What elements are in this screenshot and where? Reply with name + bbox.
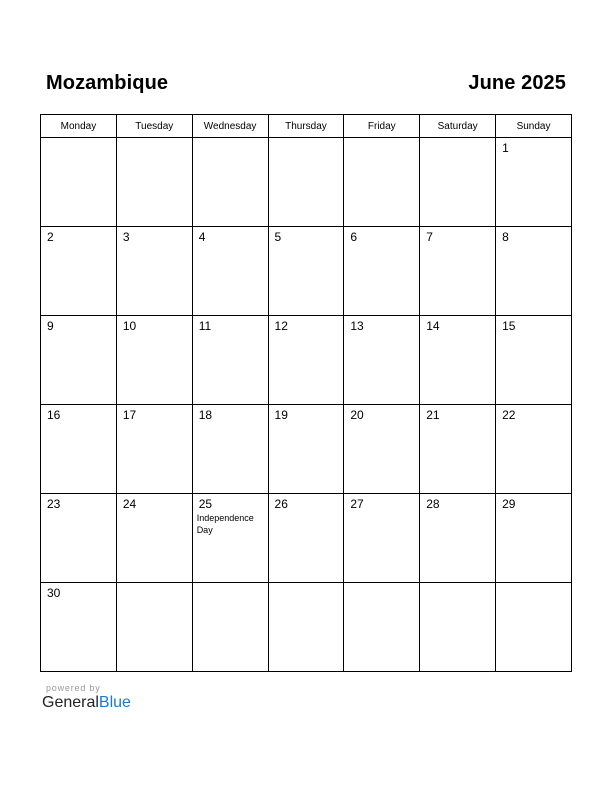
day-cell (496, 405, 572, 494)
day-cell (268, 316, 344, 405)
day-cell (41, 138, 117, 227)
day-cell (420, 405, 496, 494)
day-cell (41, 316, 117, 405)
day-number: 13 (350, 319, 364, 333)
day-number: 1 (502, 141, 509, 155)
day-number: 28 (426, 497, 440, 511)
calendar-grid (40, 114, 572, 672)
week-row (41, 227, 572, 316)
day-number (193, 138, 268, 141)
day-number (41, 138, 116, 141)
day-cell (268, 583, 344, 672)
day-cell (420, 138, 496, 227)
day-cell (116, 583, 192, 672)
weekday-header: Wednesday (192, 115, 268, 138)
day-number (420, 583, 495, 586)
weekday-header: Tuesday (116, 115, 192, 138)
day-number: 7 (426, 230, 433, 244)
day-number: 9 (47, 319, 54, 333)
day-number: 30 (47, 586, 61, 600)
week-row (41, 316, 572, 405)
week-row (41, 583, 572, 672)
day-number: 23 (47, 497, 61, 511)
day-cell (41, 405, 117, 494)
day-cell (116, 138, 192, 227)
day-cell (496, 316, 572, 405)
day-cell (496, 227, 572, 316)
day-number: 10 (122, 319, 137, 333)
day-cell (420, 316, 496, 405)
day-cell (496, 138, 572, 227)
day-cell (344, 138, 420, 227)
weekday-header: Sunday (496, 115, 572, 138)
day-number (344, 138, 419, 141)
month-year-title: June 2025 (468, 72, 566, 94)
day-cell (268, 405, 344, 494)
day-number (117, 138, 192, 141)
country-title: Mozambique (46, 72, 169, 94)
day-number (496, 583, 571, 586)
generalblue-logo[interactable] (42, 694, 131, 712)
day-cell (496, 494, 572, 583)
day-number: 25 (198, 497, 213, 511)
day-cell (344, 494, 420, 583)
day-cell (116, 227, 192, 316)
day-cell (116, 316, 192, 405)
day-number (193, 583, 268, 586)
day-cell (41, 494, 117, 583)
holiday-label: Independence Day (196, 513, 254, 535)
day-number (117, 583, 192, 586)
day-cell (496, 583, 572, 672)
day-number: 5 (274, 230, 282, 244)
day-cell (192, 583, 268, 672)
weekday-header: Monday (41, 115, 117, 138)
day-cell (344, 405, 420, 494)
day-number: 29 (502, 497, 516, 511)
day-cell (41, 583, 117, 672)
day-cell (116, 494, 192, 583)
day-cell (41, 227, 117, 316)
day-cell (192, 405, 268, 494)
day-number: 27 (350, 497, 364, 511)
weekday-header: Thursday (268, 115, 344, 138)
week-row (41, 138, 572, 227)
day-cell (344, 227, 420, 316)
week-row (41, 405, 572, 494)
day-number (269, 583, 344, 586)
powered-by-text: powered by (46, 683, 101, 693)
day-number: 17 (122, 408, 137, 422)
week-row (41, 494, 572, 583)
day-cell (116, 405, 192, 494)
brand-blue: Blue (98, 694, 131, 711)
day-number: 22 (502, 408, 516, 422)
day-number: 21 (426, 408, 440, 422)
day-cell (344, 583, 420, 672)
day-number: 16 (47, 408, 61, 422)
day-number: 3 (122, 230, 130, 244)
day-number: 19 (274, 408, 288, 422)
day-cell (344, 316, 420, 405)
day-number: 15 (502, 319, 516, 333)
day-number: 14 (426, 319, 440, 333)
day-number (420, 138, 495, 141)
day-number: 24 (122, 497, 137, 511)
day-cell (420, 494, 496, 583)
day-cell (192, 227, 268, 316)
weekday-header: Friday (344, 115, 420, 138)
day-number: 20 (350, 408, 364, 422)
day-number (344, 583, 419, 586)
day-number: 8 (502, 230, 509, 244)
day-cell (192, 494, 268, 583)
day-cell (268, 227, 344, 316)
day-cell (420, 227, 496, 316)
day-number: 26 (274, 497, 288, 511)
day-number (269, 138, 344, 141)
day-cell (268, 138, 344, 227)
day-cell (192, 316, 268, 405)
day-number: 6 (350, 230, 358, 244)
day-number: 12 (274, 319, 288, 333)
brand-general: General (42, 694, 99, 711)
day-cell (192, 138, 268, 227)
day-number: 11 (198, 319, 212, 333)
day-number: 18 (198, 408, 213, 422)
day-cell (268, 494, 344, 583)
weekday-header-row (41, 115, 572, 138)
weekday-header: Saturday (420, 115, 496, 138)
day-number: 2 (47, 230, 54, 244)
day-cell (420, 583, 496, 672)
day-number: 4 (198, 230, 206, 244)
